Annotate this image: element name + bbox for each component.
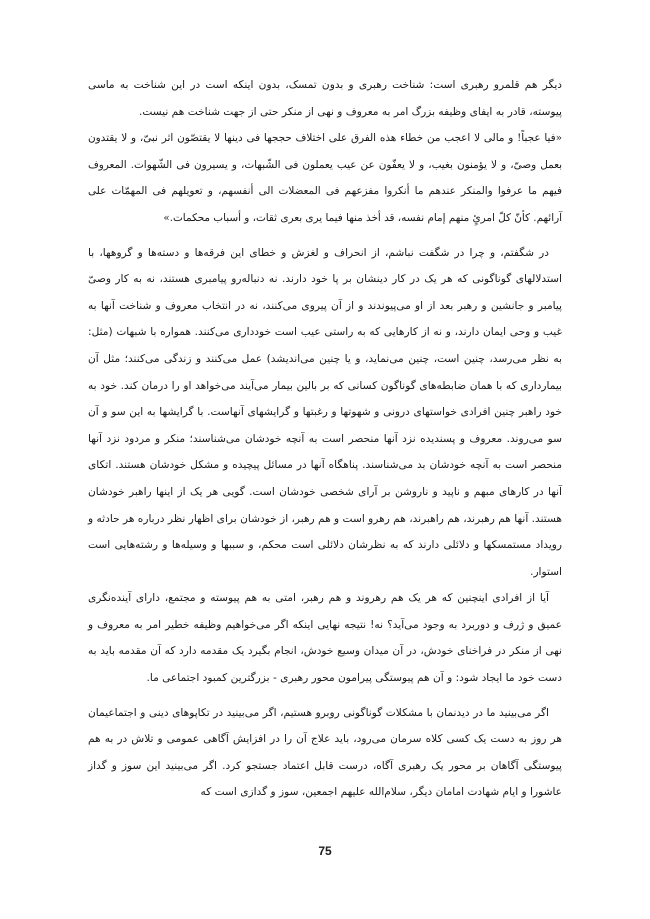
paragraph-translation: در شگفتم، و چرا در شگفت نباشم، از انحراف و لغزش و خطای این فرقه‌ها و دسته‌ها و گروهها، با استدلالهای گوناگونی که هر یک در کار دینشان بر پا خود دارند. نه دنباله‌رو پیامبری هستند، نه به کار وصیّ پیامبر و جانشین و رهبر بعد از او می‌پیوندند و از آن پیروی می‌کنند، نه در انتخاب معروف و شناخت آنها به غیب و وحی ایمان دارند، و نه از کارهایی که به راستی عیب است خودداری می‌کنند. همواره با شبهات (مثل: به نظر می‌رسد، چنین است، چنین می‌نماید، و یا چنین می‌اندیشد) عمل می‌کنند و زندگی می‌کنند؛ مثل آن بیمارداری که با همان ضابطه‌های گوناگون کسانی که بر بالین بیمار می‌آیند می‌خواهد او را درمان کند. خود به خود راهبر چنین افرادی خواستهای درونی و شهوتها و رغبتها و گرایشهای آنهاست. با گرایشها به این سو و آن سو می‌روند. معروف و پسندیده نزد آنها منحصر است به آنچه خودشان می‌شناسند؛ منکر و مردود نزد آنها منحصر است به آنچه خودشان بد می‌شناسند. پناهگاه آنها در مسائل پیچیده و مشکل خودشان هستند. اتکای آنها در کارهای مبهم و ناپید و ناروشن بر آرای شخصی خودشان است. گویی هر یک از اینها راهبر خودشان هستند. آنها هم رهبرند، هم راهبرند، هم رهرو است و هم رهبر، از خودشان برای اظهار نظر درباره هر حادثه و رویداد مستمسکها و دلائلی دارند که به نظرشان دلائلی است محکم، و سببها و وسیله‌ها و رشته‌هایی است استوار. (88, 246, 562, 578)
paragraph-arabic-quote: «فیا عجباً! و مالی لا اعجب من خطاء هذه الفرق علی اختلاف حججها فی دینها لا یقتصّون اثر نبیّ، و لا یقتدون بعمل وصیّ، و لا یؤمنون بغیب، و لا یعفّون عن عیب یعملون فی الشّبهات، و یسیرون فی الشّهوات. المعروف فیهم ما عرفوا والمنکر عندهم ما أنکروا مفزعهم فی المعضلات الی أنفسهم، و تعویلهم فی المهمّات علی آرائهم. کأنّ کلّ امرئٍ منهم إمام نفسه، قد أخذ منها فیما یری بعری ثقات، و أسباب محکمات.» (88, 132, 562, 224)
page-number: 75 (318, 844, 332, 858)
paragraph-gap (88, 692, 562, 700)
document-page (88, 72, 562, 806)
paragraph-gap (88, 232, 562, 240)
paragraph-intro: دیگر هم قلمرو رهبری است: شناخت رهبری و بدون تمسک، بدون اینکه است در این شناخت به ماسی پیوسته، قادر به ایفای وظیفه بزرگ امر به معروف و نهی از منکر حتی از جهت شناخت هم نیست. (88, 79, 562, 118)
paragraph-final: اگر می‌بینید ما در دیدنمان با مشکلات گوناگونی روبرو هستیم، اگر می‌بینید در تکاپوهای دینی و اجتماعیمان هر روز به دست یک کسی کلاه سرمان می‌رود، باید علاج آن را در افزایش آگاهی عمومی و تلاش در به هم پیوستگی آگاهان بر محور یک رهبری آگاه، درست قابل اعتماد جستجو کرد. اگر می‌بینید این سوز و گداز عاشورا و ایام شهادت امامان دیگر، سلام‌الله علیهم اجمعین، سوز و گدازی است که (88, 706, 562, 799)
paragraph-conclusion: آیا از افرادی اینچنین که هر یک هم رهروند و هم رهبر، امتی به هم پیوسته و مجتمع، دارای آینده‌نگری عمیق و ژرف و دوربرد به وجود می‌آید؟ نه! نتیجه نهایی اینکه اگر می‌خواهیم وظیفه خطیر امر به معروف و نهی از منکر در فراخنای خودش، در آن میدان وسیع خودش، انجام بگیرد یک مقدمه دارد که آن مقدمه باید به دست خود ما ایجاد شود: و آن هم پیوستگی پیرامون محور رهبری - بزرگترین کمبود اجتماعی ما. (88, 592, 562, 685)
